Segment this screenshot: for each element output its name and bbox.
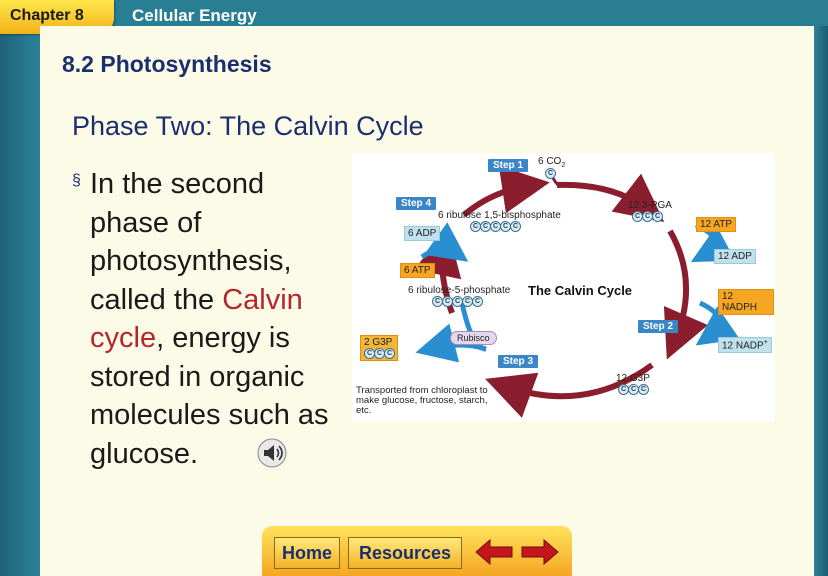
pga-carbons	[632, 211, 662, 222]
co2-subscript: 2	[561, 162, 566, 169]
carbon-atom: C	[638, 384, 649, 395]
ribulose-bisphosphate-carbons	[470, 221, 520, 232]
co2-text: 6 CO	[538, 156, 562, 167]
nadp-12-tag	[718, 337, 772, 353]
g3p-2-text: 2 G3P	[364, 337, 393, 348]
nadp-superscript: +	[763, 339, 768, 346]
adp-12-tag: 12 ADP	[714, 249, 756, 264]
co2-carbons	[545, 168, 555, 179]
carbon-atom: C	[442, 296, 453, 307]
atp-6-tag: 6 ATP	[400, 263, 435, 278]
slide-heading: Phase Two: The Calvin Cycle	[72, 111, 424, 141]
carbon-atom: C	[374, 348, 385, 359]
transported-note: Transported from chloroplast to make glucose, fructose, starch, etc.	[356, 385, 488, 416]
carbon-atom: C	[618, 384, 629, 395]
nadph-text: 12 NADPH	[722, 291, 758, 313]
carbon-atom: C	[628, 384, 639, 395]
step-4-label: Step 4	[396, 197, 436, 210]
carbon-atom: C	[490, 221, 501, 232]
nadph-12-tag	[718, 289, 774, 315]
section-title: 8.2 Photosynthesis	[62, 51, 272, 77]
bottom-navigation	[262, 526, 572, 576]
carbon-atom: C	[470, 221, 481, 232]
arrow-left-icon[interactable]	[474, 537, 514, 567]
carbon-atom: C	[432, 296, 443, 307]
carbon-atom: C	[364, 348, 375, 359]
speaker-icon[interactable]	[256, 438, 288, 468]
carbon-atom: C	[384, 348, 395, 359]
home-button[interactable]: Home	[274, 537, 340, 569]
bullet-icon: §	[72, 172, 81, 189]
bullet-text-part2: , energy is stored in organic molecules such as glucose.	[90, 322, 329, 470]
pga-label: 12 3-PGA	[628, 200, 672, 211]
ribulose-5-phosphate-carbons	[432, 296, 482, 307]
carbon-atom: C	[500, 221, 511, 232]
bullet-text	[90, 165, 350, 473]
g3p-2-tag	[360, 335, 398, 361]
rubisco-label: Rubisco	[450, 331, 497, 345]
ribulose-bisphosphate-label: 6 ribulose 1,5-bisphosphate	[438, 210, 561, 221]
frame-right-border	[814, 26, 828, 576]
arrow-right-icon[interactable]	[520, 537, 560, 567]
g3p-12-label: 12 G3P	[616, 373, 650, 384]
chapter-label: Chapter 8	[10, 7, 84, 24]
step-2-label: Step 2	[638, 320, 678, 333]
unit-title: Cellular Energy	[132, 6, 257, 25]
ribulose-5-phosphate-label: 6 ribulose-5-phosphate	[408, 285, 511, 296]
carbon-atom: C	[462, 296, 473, 307]
carbon-atom: C	[652, 211, 663, 222]
step-3-label: Step 3	[498, 355, 538, 368]
adp-6-tag: 6 ADP	[404, 226, 440, 241]
frame-left-border	[0, 26, 40, 576]
calvin-cycle-diagram	[352, 153, 774, 421]
calvin-cycle-term: Calvin cycle	[90, 283, 303, 354]
atp-12-tag: 12 ATP	[696, 217, 736, 232]
resources-button[interactable]: Resources	[348, 537, 462, 569]
diagram-title: The Calvin Cycle	[528, 283, 633, 298]
carbon-atom: C	[632, 211, 643, 222]
g3p-2-carbons	[364, 348, 394, 359]
carbon-atom: C	[452, 296, 463, 307]
carbon-atom: C	[545, 168, 556, 179]
carbon-atom: C	[510, 221, 521, 232]
carbon-atom: C	[642, 211, 653, 222]
nadp-text: 12 NADP	[722, 340, 764, 352]
carbon-atom: C	[472, 296, 483, 307]
carbon-atom: C	[480, 221, 491, 232]
step-1-label: Step 1	[488, 159, 528, 172]
g3p-12-carbons	[618, 384, 648, 395]
bullet-text-part1: In the second phase of photosynthesis, called the	[90, 168, 292, 316]
